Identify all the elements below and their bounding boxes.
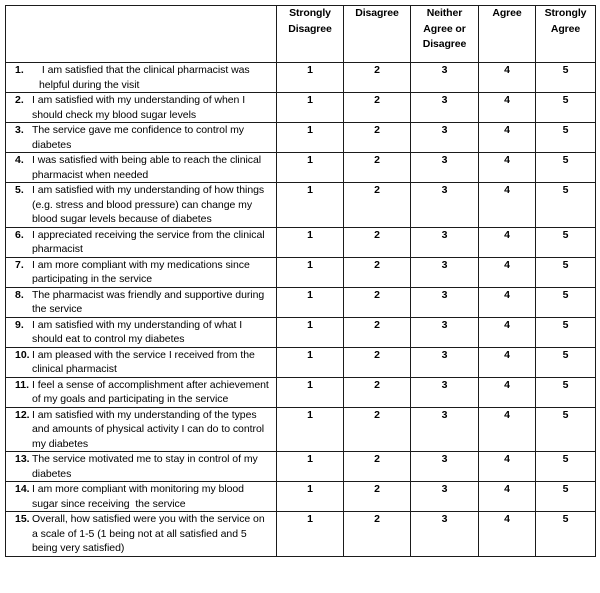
scale-option-1[interactable]: 1 <box>277 123 344 153</box>
scale-option-3[interactable]: 3 <box>411 93 479 123</box>
scale-option-2[interactable]: 2 <box>344 227 411 257</box>
item-number: 6. <box>15 228 24 241</box>
scale-option-3[interactable]: 3 <box>411 452 479 482</box>
header-strongly-disagree: Strongly Disagree <box>277 6 344 63</box>
scale-option-4[interactable]: 4 <box>479 153 536 183</box>
scale-option-4[interactable]: 4 <box>479 317 536 347</box>
scale-option-3[interactable]: 3 <box>411 257 479 287</box>
scale-option-3[interactable]: 3 <box>411 123 479 153</box>
scale-option-1[interactable]: 1 <box>277 407 344 452</box>
header-disagree: Disagree <box>344 6 411 63</box>
survey-item-cell <box>6 63 277 93</box>
scale-option-5[interactable]: 5 <box>536 257 596 287</box>
header-item-column <box>6 6 277 63</box>
item-statement: I am more compliant with monitoring my blood sugar since receiving the service <box>32 483 247 510</box>
survey-item-cell <box>6 482 277 512</box>
scale-option-5[interactable]: 5 <box>536 452 596 482</box>
item-statement: I am more compliant with my medications since participating in the service <box>32 258 253 285</box>
item-number: 13. <box>15 453 30 465</box>
table-row <box>6 153 596 183</box>
table-row <box>6 377 596 407</box>
survey-item-cell <box>6 407 277 452</box>
scale-option-4[interactable]: 4 <box>479 452 536 482</box>
scale-option-1[interactable]: 1 <box>277 153 344 183</box>
scale-option-3[interactable]: 3 <box>411 63 479 93</box>
scale-option-3[interactable]: 3 <box>411 317 479 347</box>
item-statement: I appreciated receiving the service from the clinical pharmacist <box>32 228 268 255</box>
table-row <box>6 347 596 377</box>
table-row <box>6 482 596 512</box>
scale-option-3[interactable]: 3 <box>411 183 479 228</box>
scale-option-5[interactable]: 5 <box>536 153 596 183</box>
item-statement: I am satisfied with my understanding of what I should eat to control my diabetes <box>32 318 246 345</box>
item-statement: I am pleased with the service I received from the clinical pharmacist <box>32 348 258 375</box>
survey-item-cell <box>6 317 277 347</box>
table-row <box>6 227 596 257</box>
item-number: 15. <box>15 513 30 525</box>
item-statement: The pharmacist was friendly and supportive during the service <box>32 288 268 315</box>
scale-option-1[interactable]: 1 <box>277 377 344 407</box>
scale-option-1[interactable]: 1 <box>277 452 344 482</box>
scale-option-2[interactable]: 2 <box>344 347 411 377</box>
survey-item-cell <box>6 452 277 482</box>
scale-option-2[interactable]: 2 <box>344 452 411 482</box>
scale-option-3[interactable]: 3 <box>411 377 479 407</box>
scale-option-3[interactable]: 3 <box>411 153 479 183</box>
scale-option-4[interactable]: 4 <box>479 287 536 317</box>
scale-option-1[interactable]: 1 <box>277 482 344 512</box>
scale-option-5[interactable]: 5 <box>536 377 596 407</box>
scale-option-1[interactable]: 1 <box>277 63 344 93</box>
survey-item-cell <box>6 257 277 287</box>
survey-item-cell <box>6 183 277 228</box>
scale-option-3[interactable]: 3 <box>411 482 479 512</box>
survey-item-cell <box>6 287 277 317</box>
item-number: 3. <box>15 124 24 136</box>
table-row <box>6 123 596 153</box>
scale-option-2[interactable]: 2 <box>344 257 411 287</box>
item-statement: I feel a sense of accomplishment after achievement of my goals and participating in the service <box>32 378 272 405</box>
item-number: 7. <box>15 258 24 271</box>
table-body <box>6 63 596 557</box>
scale-option-4[interactable]: 4 <box>479 257 536 287</box>
scale-option-5[interactable]: 5 <box>536 63 596 93</box>
scale-option-3[interactable]: 3 <box>411 287 479 317</box>
table-row <box>6 317 596 347</box>
item-statement: I was satisfied with being able to reach the clinical pharmacist when needed <box>32 154 264 181</box>
item-statement: I am satisfied that the clinical pharmacist was helpful during the visit <box>39 64 253 91</box>
item-statement: Overall, how satisfied were you with the service on a scale of 1-5 (1 being not at all satisfied and 5 being very satisfied) <box>32 513 268 554</box>
scale-option-5[interactable]: 5 <box>536 227 596 257</box>
table-row <box>6 183 596 228</box>
scale-option-2[interactable]: 2 <box>344 287 411 317</box>
scale-option-2[interactable]: 2 <box>344 153 411 183</box>
scale-option-1[interactable]: 1 <box>277 317 344 347</box>
scale-option-3[interactable]: 3 <box>411 227 479 257</box>
scale-option-4[interactable]: 4 <box>479 347 536 377</box>
scale-option-4[interactable]: 4 <box>479 377 536 407</box>
scale-option-4[interactable]: 4 <box>479 407 536 452</box>
scale-option-2[interactable]: 2 <box>344 63 411 93</box>
survey-item-cell <box>6 123 277 153</box>
table-row <box>6 407 596 452</box>
scale-option-1[interactable]: 1 <box>277 287 344 317</box>
item-number: 1. <box>15 64 24 76</box>
table-row <box>6 512 596 557</box>
scale-option-2[interactable]: 2 <box>344 407 411 452</box>
scale-option-1[interactable]: 1 <box>277 347 344 377</box>
item-number: 11. <box>15 378 30 391</box>
scale-option-5[interactable]: 5 <box>536 93 596 123</box>
scale-option-5[interactable]: 5 <box>536 287 596 317</box>
table-row <box>6 257 596 287</box>
scale-option-4[interactable]: 4 <box>479 482 536 512</box>
table-row <box>6 452 596 482</box>
scale-option-5[interactable]: 5 <box>536 123 596 153</box>
item-statement: The service gave me confidence to control my diabetes <box>32 124 247 151</box>
scale-option-4[interactable]: 4 <box>479 183 536 228</box>
scale-option-4[interactable]: 4 <box>479 512 536 557</box>
header-neither-agree-or-disagree: Neither Agree or Disagree <box>411 6 479 63</box>
scale-option-2[interactable]: 2 <box>344 183 411 228</box>
scale-option-1[interactable]: 1 <box>277 227 344 257</box>
item-number: 8. <box>15 288 24 301</box>
survey-item-cell <box>6 93 277 123</box>
scale-option-3[interactable]: 3 <box>411 347 479 377</box>
table-header <box>6 6 596 63</box>
scale-option-2[interactable]: 2 <box>344 93 411 123</box>
likert-survey-table <box>5 5 596 557</box>
survey-item-cell <box>6 153 277 183</box>
scale-option-5[interactable]: 5 <box>536 407 596 452</box>
scale-option-1[interactable]: 1 <box>277 512 344 557</box>
scale-option-5[interactable]: 5 <box>536 482 596 512</box>
item-statement: I am satisfied with my understanding of the types and amounts of physical activity I can do to control my diabetes <box>32 408 267 450</box>
item-number: 10. <box>15 348 30 361</box>
scale-option-1[interactable]: 1 <box>277 257 344 287</box>
survey-table-container <box>5 5 595 557</box>
scale-option-4[interactable]: 4 <box>479 63 536 93</box>
scale-option-2[interactable]: 2 <box>344 377 411 407</box>
table-row <box>6 63 596 93</box>
header-row <box>6 6 596 63</box>
scale-option-1[interactable]: 1 <box>277 93 344 123</box>
scale-option-2[interactable]: 2 <box>344 512 411 557</box>
item-number: 12. <box>15 408 30 421</box>
scale-option-3[interactable]: 3 <box>411 512 479 557</box>
item-number: 9. <box>15 318 24 331</box>
table-row <box>6 287 596 317</box>
header-strongly-agree: Strongly Agree <box>536 6 596 63</box>
item-statement: I am satisfied with my understanding of when I should check my blood sugar levels <box>32 94 248 121</box>
scale-option-2[interactable]: 2 <box>344 317 411 347</box>
scale-option-5[interactable]: 5 <box>536 512 596 557</box>
scale-option-2[interactable]: 2 <box>344 123 411 153</box>
survey-item-cell <box>6 512 277 557</box>
scale-option-4[interactable]: 4 <box>479 123 536 153</box>
scale-option-2[interactable]: 2 <box>344 482 411 512</box>
header-agree: Agree <box>479 6 536 63</box>
item-number: 4. <box>15 154 24 166</box>
item-number: 14. <box>15 483 30 495</box>
scale-option-5[interactable]: 5 <box>536 347 596 377</box>
scale-option-4[interactable]: 4 <box>479 227 536 257</box>
survey-item-cell <box>6 227 277 257</box>
scale-option-3[interactable]: 3 <box>411 407 479 452</box>
survey-item-cell <box>6 377 277 407</box>
scale-option-5[interactable]: 5 <box>536 183 596 228</box>
item-number: 2. <box>15 94 24 106</box>
table-row <box>6 93 596 123</box>
item-statement: The service motivated me to stay in control of my diabetes <box>32 453 261 480</box>
scale-option-4[interactable]: 4 <box>479 93 536 123</box>
scale-option-1[interactable]: 1 <box>277 183 344 228</box>
item-number: 5. <box>15 184 24 196</box>
scale-option-5[interactable]: 5 <box>536 317 596 347</box>
survey-item-cell <box>6 347 277 377</box>
item-statement: I am satisfied with my understanding of how things (e.g. stress and blood pressure) can change my blood sugar levels because of diabetes <box>32 184 267 225</box>
